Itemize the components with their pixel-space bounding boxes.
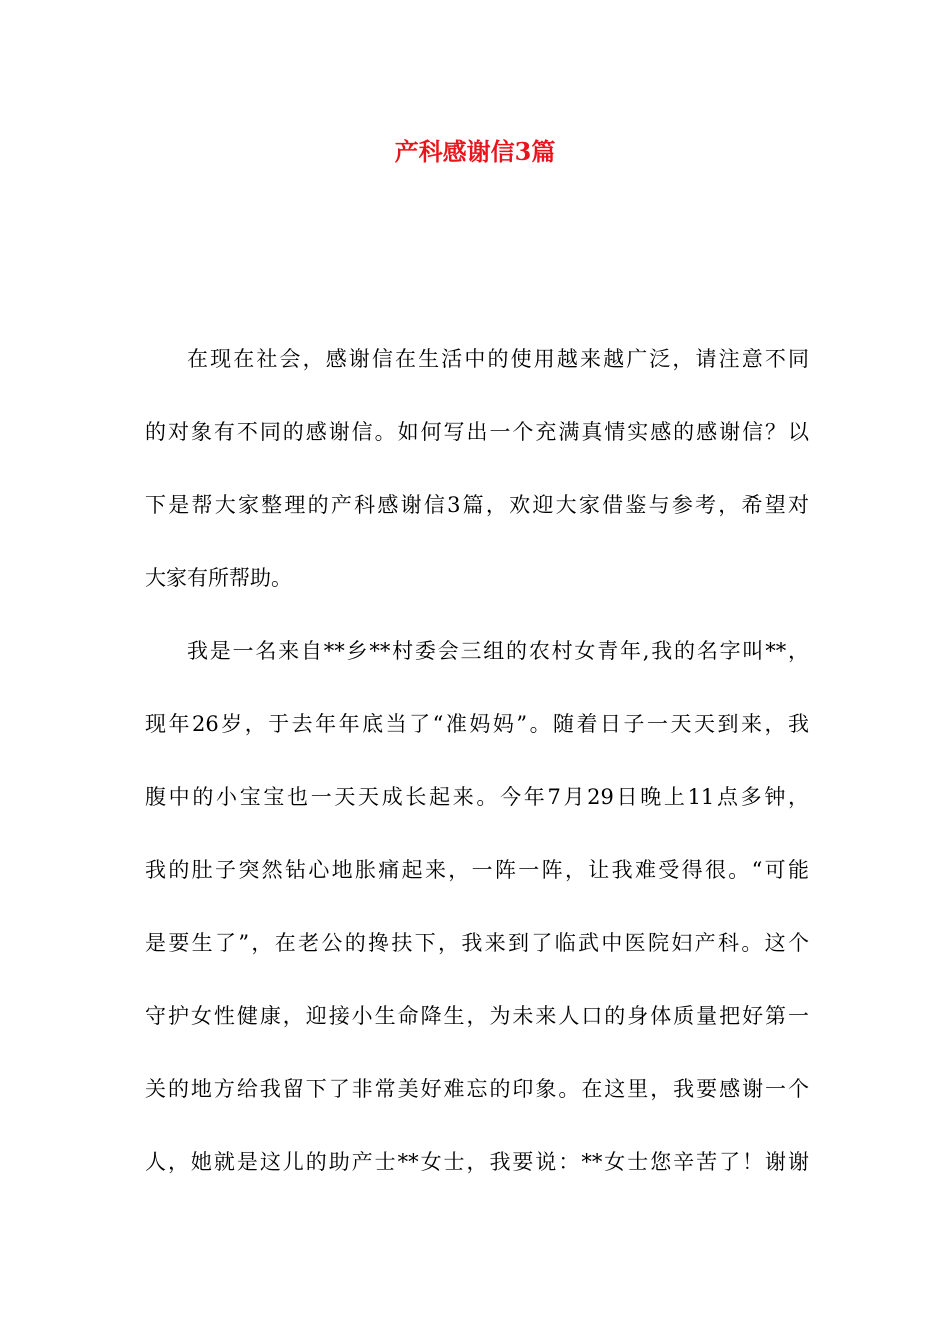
document-title: 产科感谢信3篇 — [394, 137, 556, 166]
text-line: 在现在社会，感谢信在生活中的使用越来越广泛，请注意不同 — [187, 347, 809, 371]
text-line: 下是帮大家整理的产科感谢信3篇，欢迎大家借鉴与参考，希望对 — [145, 493, 809, 517]
text-line: 现年26岁，于去年年底当了“准妈妈”。随着日子一天天到来，我 — [145, 712, 809, 736]
paragraph-letter — [145, 615, 809, 1199]
text-line: 我是一名来自**乡**村委会三组的农村女青年,我的名字叫**， — [187, 639, 809, 663]
text-line: 大家有所帮助。 — [145, 566, 292, 590]
text-line: 守护女性健康，迎接小生命降生，为未来人口的身体质量把好第一 — [145, 1004, 809, 1028]
text-line: 关的地方给我留下了非常美好难忘的印象。在这里，我要感谢一个 — [145, 1077, 809, 1101]
text-line: 腹中的小宝宝也一天天成长起来。今年7月29日晚上11点多钟， — [145, 785, 809, 809]
text-line: 是要生了”，在老公的搀扶下，我来到了临武中医院妇产科。这个 — [145, 931, 809, 955]
document-body — [145, 323, 809, 1199]
text-line: 人，她就是这儿的助产士**女士，我要说：**女士您辛苦了！谢谢 — [145, 1150, 809, 1174]
paragraph-intro — [145, 323, 809, 615]
text-line: 的对象有不同的感谢信。如何写出一个充满真情实感的感谢信？以 — [145, 420, 809, 444]
text-line: 我的肚子突然钻心地胀痛起来，一阵一阵，让我难受得很。“可能 — [145, 858, 809, 882]
